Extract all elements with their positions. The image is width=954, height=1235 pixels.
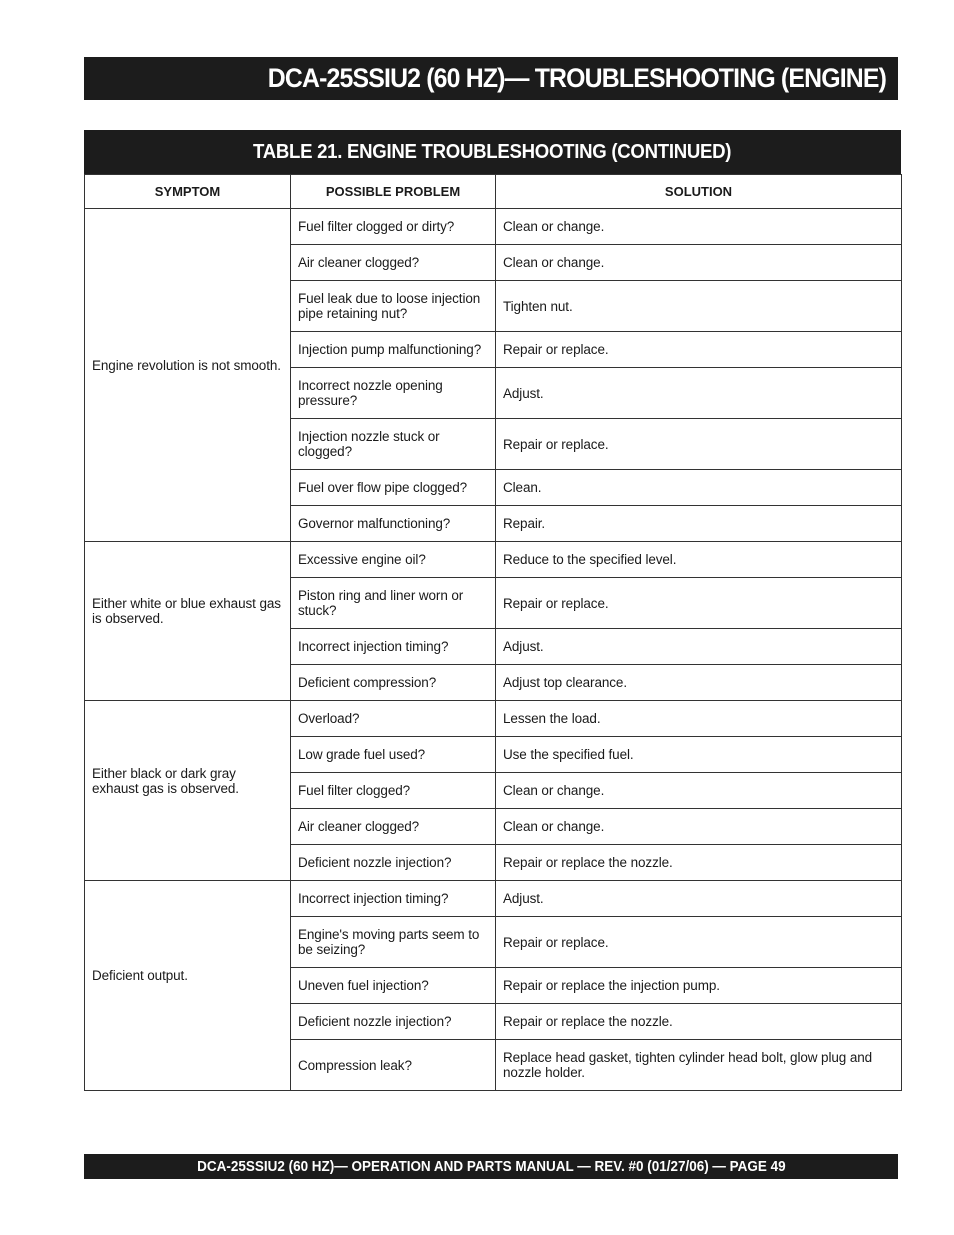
solution-cell: Lessen the load.: [496, 701, 902, 737]
table-title-bar: [84, 130, 901, 174]
solution-cell: Tighten nut.: [496, 281, 902, 332]
solution-cell: Adjust.: [496, 629, 902, 665]
solution-cell: Clean or change.: [496, 809, 902, 845]
solution-cell: Repair or replace the injection pump.: [496, 968, 902, 1004]
problem-cell: Deficient compression?: [291, 665, 496, 701]
problem-cell: Compression leak?: [291, 1040, 496, 1091]
solution-cell: Repair or replace the nozzle.: [496, 1004, 902, 1040]
troubleshooting-table: [84, 174, 902, 1091]
symptom-cell: Engine revolution is not smooth.: [85, 209, 291, 542]
problem-cell: Deficient nozzle injection?: [291, 1004, 496, 1040]
page-header: [84, 57, 898, 100]
problem-cell: Injection pump malfunctioning?: [291, 332, 496, 368]
table-row: [85, 701, 902, 737]
solution-cell: Repair or replace.: [496, 332, 902, 368]
table-row: [85, 209, 902, 245]
solution-cell: Adjust.: [496, 881, 902, 917]
symptom-cell: Either black or dark gray exhaust gas is observed.: [85, 701, 291, 881]
solution-cell: Clean or change.: [496, 245, 902, 281]
solution-cell: Repair or replace.: [496, 578, 902, 629]
page-footer: [84, 1154, 898, 1179]
solution-cell: Adjust top clearance.: [496, 665, 902, 701]
problem-cell: Incorrect nozzle opening pressure?: [291, 368, 496, 419]
problem-cell: Incorrect injection timing?: [291, 881, 496, 917]
problem-cell: Deficient nozzle injection?: [291, 845, 496, 881]
symptom-column-header: SYMPTOM: [85, 175, 291, 209]
footer-text: DCA-25SSIU2 (60 HZ)— OPERATION AND PARTS MANUAL — REV. #0 (01/27/06) — PAGE 49: [196, 1158, 786, 1175]
table-header-row: [85, 175, 902, 209]
problem-cell: Uneven fuel injection?: [291, 968, 496, 1004]
solution-cell: Repair.: [496, 506, 902, 542]
problem-cell: Piston ring and liner worn or stuck?: [291, 578, 496, 629]
symptom-cell: Deficient output.: [85, 881, 291, 1091]
problem-cell: Fuel over flow pipe clogged?: [291, 470, 496, 506]
solution-cell: Repair or replace the nozzle.: [496, 845, 902, 881]
solution-cell: Use the specified fuel.: [496, 737, 902, 773]
solution-cell: Reduce to the specified level.: [496, 542, 902, 578]
solution-cell: Repair or replace.: [496, 419, 902, 470]
solution-column-header: SOLUTION: [496, 175, 902, 209]
problem-cell: Engine's moving parts seem to be seizing?: [291, 917, 496, 968]
table-row: [85, 881, 902, 917]
table-title: TABLE 21. ENGINE TROUBLESHOOTING (CONTINUED): [253, 140, 732, 163]
problem-cell: Fuel leak due to loose injection pipe retaining nut?: [291, 281, 496, 332]
troubleshooting-table-container: [84, 130, 901, 1091]
solution-cell: Repair or replace.: [496, 917, 902, 968]
problem-cell: Air cleaner clogged?: [291, 809, 496, 845]
possible-problem-column-header: POSSIBLE PROBLEM: [291, 175, 496, 209]
problem-cell: Injection nozzle stuck or clogged?: [291, 419, 496, 470]
problem-cell: Air cleaner clogged?: [291, 245, 496, 281]
problem-cell: Overload?: [291, 701, 496, 737]
solution-cell: Clean or change.: [496, 773, 902, 809]
table-row: [85, 542, 902, 578]
problem-cell: Governor malfunctioning?: [291, 506, 496, 542]
problem-cell: Fuel filter clogged or dirty?: [291, 209, 496, 245]
problem-cell: Fuel filter clogged?: [291, 773, 496, 809]
solution-cell: Replace head gasket, tighten cylinder head bolt, glow plug and nozzle holder.: [496, 1040, 902, 1091]
solution-cell: Clean or change.: [496, 209, 902, 245]
problem-cell: Low grade fuel used?: [291, 737, 496, 773]
page-title: DCA-25SSIU2 (60 HZ)— TROUBLESHOOTING (ENGINE): [267, 63, 886, 93]
problem-cell: Excessive engine oil?: [291, 542, 496, 578]
solution-cell: Adjust.: [496, 368, 902, 419]
solution-cell: Clean.: [496, 470, 902, 506]
problem-cell: Incorrect injection timing?: [291, 629, 496, 665]
symptom-cell: Either white or blue exhaust gas is observed.: [85, 542, 291, 701]
